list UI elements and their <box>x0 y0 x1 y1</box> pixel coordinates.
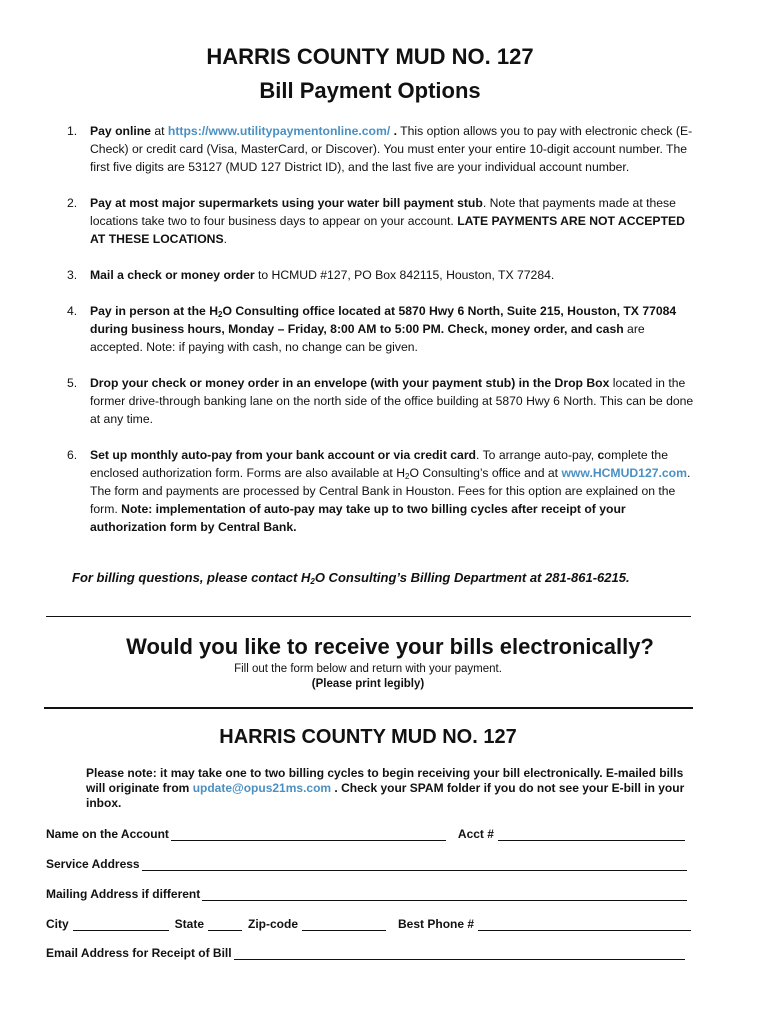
divider <box>46 616 691 617</box>
payment-option-in-person <box>67 302 695 356</box>
divider <box>44 707 693 709</box>
option-heading: Mail a check or money order <box>90 268 255 282</box>
payment-website-link[interactable]: https://www.utilitypaymentonline.com/ <box>167 124 391 138</box>
form-row-email <box>46 942 691 960</box>
email-address-field[interactable] <box>234 946 685 960</box>
ebill-note: Please note: it may take one to two billing cycles to begin receiving your bill electronically. E-mailed bills will originate from update@opus21ms.com . Check your SPAM folder if you do not see your E-bill in your inbox. <box>86 766 685 810</box>
option-number: 2. <box>67 196 78 210</box>
option-text: are accepted. Note: if paying with cash, no change can be given. <box>90 322 645 354</box>
option-heading: Pay in person at the $H_2O$ Consulting office located at 5870 Hwy 6 North, Suite 215, Houston, TX 77084 during business hours, Monday – Friday, 8:00 AM to 5:00 PM. Check, money order, and cash <box>90 304 677 336</box>
city-label: City <box>46 917 69 931</box>
option-number: 5. <box>67 376 78 390</box>
option-text: located in the former drive-through banking lane on the north side of the office building at 5870 Hwy 6 North. This can be done at any time. <box>90 376 694 426</box>
form-title: HARRIS COUNTY MUD NO. 127 <box>219 726 517 748</box>
option-text: This option allows you to pay with electronic check (E-Check) or credit card (Visa, MasterCard, or Discover). You must enter your entire 10-digit account number. The first five digits are 53127 (MUD 127 District ID), and the last five are your individual account number. <box>90 124 693 174</box>
option-number: 6. <box>67 448 78 462</box>
option-text: at <box>150 124 168 138</box>
service-address-label: Service Address <box>46 857 140 871</box>
mailing-address-field[interactable] <box>202 887 687 901</box>
city-field[interactable] <box>73 917 169 931</box>
service-address-field[interactable] <box>142 857 687 871</box>
payment-options-list <box>67 122 695 554</box>
payment-option-auto-pay: 6. Set up monthly auto-pay from your bank account or via credit card. To arrange auto-pay, complete the enclosed authorization form. Forms are also available at $H_2O$ Consulting’s office and at www.HCMUD127.com. The form and payments are processed by Central Bank in Houston. Fees for this option are explained on the form. Note: implementation of auto-pay may take up to two billing cycles after receipt of your authorization form by Central Bank. <box>67 448 691 534</box>
zip-code-field[interactable] <box>302 917 386 931</box>
option-heading: Drop your check or money order in an envelope (with your payment stub) in the Drop Box <box>90 376 610 390</box>
ebill-question: Would you like to receive your bills electronically? <box>126 634 654 659</box>
option-text: to HCMUD #127, PO Box 842115, Houston, TX 77284. <box>254 268 555 282</box>
payment-option-drop-box <box>67 374 695 428</box>
option-number: 3. <box>67 268 78 282</box>
ebill-sender-email: update@opus21ms.com <box>192 781 332 795</box>
state-field[interactable] <box>208 917 242 931</box>
form-row-city <box>46 913 691 931</box>
form-row-name <box>46 823 691 841</box>
option-heading: Pay at most major supermarkets using your water bill payment stub <box>90 196 483 210</box>
page-subtitle: Bill Payment Options <box>259 78 481 103</box>
account-number-field[interactable] <box>498 827 685 841</box>
option-text: . <box>390 124 398 138</box>
billing-contact: For billing questions, please contact $H_2O$ Consulting’s Billing Department at 281-861-6215. <box>72 570 630 586</box>
option-number: 4. <box>67 304 78 318</box>
option-text: . <box>223 232 227 246</box>
option-heading: Set up monthly auto-pay from your bank account or via credit card <box>90 448 477 462</box>
zip-label: Zip-code <box>248 917 299 931</box>
acct-label: Acct # <box>457 827 494 841</box>
name-on-account-field[interactable] <box>171 827 446 841</box>
payment-option-supermarket <box>67 194 695 248</box>
name-label: Name on the Account <box>46 827 169 841</box>
state-label: State <box>174 917 205 931</box>
page-title: HARRIS COUNTY MUD NO. 127 <box>206 44 534 69</box>
phone-label: Best Phone # <box>398 917 475 931</box>
auto-pay-note: Note: implementation of auto-pay may take up to two billing cycles after receipt of your authorization form by Central Bank. <box>90 502 626 534</box>
district-website-link[interactable]: www.HCMUD127.com <box>561 466 687 480</box>
option-text: . Note that payments made at these locations take two to four business days to appear on your account. <box>90 196 676 228</box>
form-row-mailing <box>46 883 691 901</box>
best-phone-field[interactable] <box>478 917 691 931</box>
late-payment-warning: LATE PAYMENTS ARE NOT ACCEPTED AT THESE LOCATIONS <box>90 214 685 246</box>
ebill-instruction-text: Fill out the form below and return with your payment. <box>234 663 502 675</box>
option-number: 1. <box>67 124 78 138</box>
payment-option-mail <box>67 266 695 284</box>
option-text: . To arrange auto-pay, <box>476 448 598 462</box>
ebill-instructions <box>0 662 736 692</box>
payment-option-online <box>67 122 695 176</box>
mailing-address-label: Mailing Address if different <box>46 887 201 901</box>
form-row-service <box>46 853 691 871</box>
email-label: Email Address for Receipt of Bill <box>46 946 232 960</box>
print-legibly-text: (Please print legibly) <box>311 678 425 690</box>
option-heading: Pay online <box>90 124 151 138</box>
